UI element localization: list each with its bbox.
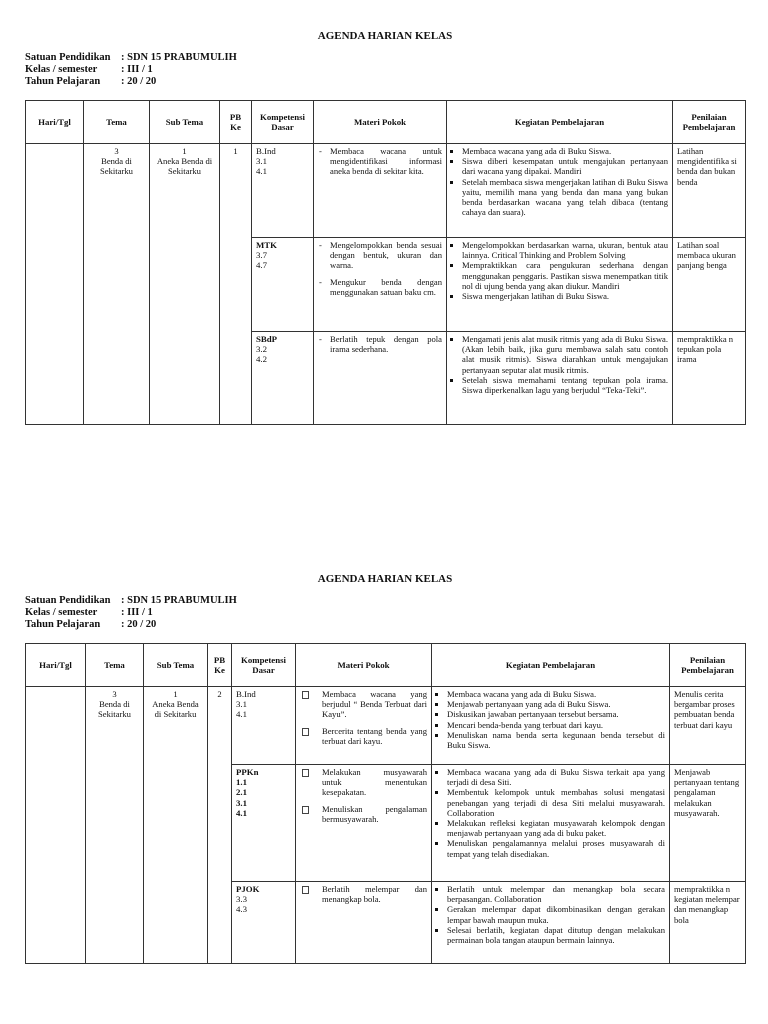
materi-item: Membaca wacana yang berjudul “ Benda Terbuat dari Kayu”. (300, 689, 427, 720)
kd-code: 3.1 (236, 699, 247, 710)
cell-hari (26, 144, 84, 425)
kegiatan-item: ▪ Berlatih untuk melempar dan menangkap bola secara berpasangan. Collaboration (447, 884, 665, 904)
cell-tema: 3 Benda di Sekitarku (86, 687, 144, 964)
materi-item: - Mengelompokkan benda sesuai dengan bentuk, ukuran dan warna. (318, 240, 442, 271)
kegiatan-item: ▪ Mencari benda-benda yang terbuat dari kayu. (447, 720, 665, 730)
meta-label: Satuan Pendidikan (25, 52, 111, 63)
kegiatan-item: ▪ Gerakan melempar dapat dikombinasikan dengan gerakan lempar bawah maupun muka. (447, 904, 665, 924)
kd-code: 3.3 (236, 894, 247, 905)
meta-label: Tahun Pelajaran (25, 619, 101, 630)
meta-label: Kelas / semester (25, 607, 98, 618)
cell-subtema: 1 Aneka Benda di Sekitarku (144, 687, 208, 964)
cell-kd (252, 238, 314, 332)
header-penilaian: Penilaian Pembelajaran (670, 644, 746, 687)
meta-value: : SDN 15 PRABUMULIH (121, 52, 237, 63)
kegiatan-item: ▪ Melakukan refleksi kegiatan musyawarah kelompok dengan menjawab pertanyaan yang ada di buku paket. (447, 818, 665, 838)
header-hari: Hari/Tgl (26, 644, 86, 687)
meta-value: : III / 1 (121, 607, 153, 618)
header-subtema: Sub Tema (144, 644, 208, 687)
header-tema: Tema (84, 101, 150, 144)
meta-row-school (25, 595, 745, 607)
table-row (26, 144, 746, 238)
header-penilaian: Penilaian Pembelajaran (673, 101, 746, 144)
cell-kd (232, 882, 296, 964)
meta-label: Satuan Pendidikan (25, 595, 111, 606)
meta-label: Tahun Pelajaran (25, 76, 101, 87)
kd-subject: SBdP (256, 334, 278, 344)
header-pb: PB Ke (220, 101, 252, 144)
kd-code: 4.1 (236, 807, 247, 818)
kd-code: 1.1 (236, 777, 247, 788)
cell-kegiatan (447, 332, 673, 425)
cell-kd (252, 332, 314, 425)
kegiatan-item: ▪ Menjawab pertanyaan yang ada di Buku Siswa. (447, 699, 665, 709)
header-pb: PB Ke (208, 644, 232, 687)
table-header-row (26, 101, 746, 144)
meta-row-year (25, 619, 745, 631)
cell-materi (314, 144, 447, 238)
materi-item: Bercerita tentang benda yang terbuat dari kayu. (300, 726, 427, 746)
kegiatan-item: ▪ Setelah membaca siswa mengerjakan latihan di Buku Siswa yaitu, memilih mana yang benda dan mana yang bukan benda berdasarkan wacana yang telah dibaca (tentang cahaya dan suara). (462, 177, 668, 218)
kegiatan-item: ▪ Membaca wacana yang ada di Buku Siswa. (462, 146, 668, 156)
cell-kd (232, 765, 296, 882)
materi-item: Melakukan musyawarah untuk menentukan kesepakatan. (300, 767, 427, 798)
meta-value: : 20 / 20 (121, 76, 157, 87)
header-kd: Kompetensi Dasar (232, 644, 296, 687)
kd-code: 4.3 (236, 904, 247, 915)
sheet-title: AGENDA HARIAN KELAS (317, 30, 453, 42)
cell-kd (232, 687, 296, 765)
header-tema: Tema (86, 644, 144, 687)
kegiatan-item: ▪ Mengamati jenis alat musik ritmis yang ada di Buku Siswa. (Akan lebih baik, jika guru membawa salah satu contoh alat musik ritmis). Siswa diarahkan untuk mengajukan pertanyaan seputar alat musik ritmis. (462, 334, 668, 375)
kd-subject: PJOK (236, 884, 260, 894)
sheet-title: AGENDA HARIAN KELAS (317, 573, 453, 585)
meta-value: : III / 1 (121, 64, 153, 75)
cell-tema: 3 Benda di Sekitarku (84, 144, 150, 425)
kegiatan-item: ▪ Menuliskan nama benda serta kegunaan benda tersebut di Buku Siswa. (447, 730, 665, 750)
kd-code: 3.1 (236, 797, 247, 808)
cell-materi (296, 765, 432, 882)
header-kegiatan: Kegiatan Pembelajaran (447, 101, 673, 144)
agenda-sheet-2 (25, 573, 745, 946)
cell-hari (26, 687, 86, 964)
agenda-table (25, 643, 746, 964)
meta-label: Kelas / semester (25, 64, 98, 75)
kegiatan-item: ▪ Membaca wacana yang ada di Buku Siswa. (447, 689, 665, 699)
kegiatan-item: ▪ Diskusikan jawaban pertanyaan tersebut bersama. (447, 709, 665, 719)
header-kd: Kompetensi Dasar (252, 101, 314, 144)
kegiatan-item: ▪ Mempraktikkan cara pengukuran sederhana dengan menggunakan penggaris. Pastikan siswa menempatkan titik nol di ujung benda yang akan diukur. Mandiri (462, 260, 668, 291)
kd-code: 3.7 (256, 250, 267, 261)
kegiatan-item: ▪ Mengelompokkan berdasarkan warna, ukuran, bentuk atau lainnya. Critical Thinking and Problem Solving (462, 240, 668, 260)
meta-row-class (25, 64, 745, 76)
cell-materi (296, 687, 432, 765)
cell-kegiatan (447, 238, 673, 332)
materi-item: - Berlatih tepuk dengan pola irama sederhana. (318, 334, 442, 354)
sheet-meta (25, 595, 745, 631)
materi-item: - Membaca wacana untuk mengidentifikasi informasi aneka benda di sekitar kita. (318, 146, 442, 177)
kd-subject: MTK (256, 240, 278, 250)
kd-subject: B.Ind (256, 146, 276, 156)
kegiatan-item: ▪ Membaca wacana yang ada di Buku Siswa terkait apa yang terjadi di desa Siti. (447, 767, 665, 787)
meta-value: : SDN 15 PRABUMULIH (121, 595, 237, 606)
kd-code: 4.2 (256, 354, 267, 365)
kd-code: 3.1 (256, 156, 267, 167)
cell-penilaian: Menjawab pertanyaan tentang pengalaman melakukan musyawarah. (670, 765, 746, 882)
cell-penilaian: Menulis cerita bergambar proses pembuatan benda terbuat dari kayu (670, 687, 746, 765)
sheet-meta (25, 52, 745, 88)
header-kegiatan: Kegiatan Pembelajaran (432, 644, 670, 687)
header-materi: Materi Pokok (296, 644, 432, 687)
cell-materi (296, 882, 432, 964)
table-header-row (26, 644, 746, 687)
cell-penilaian: mempraktikka n kegiatan melempar dan menangkap bola (670, 882, 746, 964)
meta-row-school (25, 52, 745, 64)
cell-materi (314, 238, 447, 332)
header-hari: Hari/Tgl (26, 101, 84, 144)
agenda-sheet-1 (25, 30, 745, 396)
cell-materi (314, 332, 447, 425)
kd-code: 3.2 (256, 344, 267, 355)
agenda-table (25, 100, 746, 425)
kegiatan-item: ▪ Siswa diberi kesempatan untuk mengajukan pertanyaan dari wacana yang dipakai. Mandiri (462, 156, 668, 176)
materi-item: Berlatih melempar dan menangkap bola. (300, 884, 427, 904)
cell-penilaian: mempraktikka n tepukan pola irama (673, 332, 746, 425)
kd-code: 4.1 (256, 166, 267, 177)
kd-code: 4.1 (236, 709, 247, 720)
kegiatan-item: ▪ Siswa mengerjakan latihan di Buku Siswa. (462, 291, 668, 301)
materi-item: Menuliskan pengalaman bermusyawarah. (300, 804, 427, 824)
cell-pb: 2 (208, 687, 232, 964)
cell-subtema: 1 Aneka Benda di Sekitarku (150, 144, 220, 425)
kd-code: 2.1 (236, 787, 247, 798)
cell-penilaian: Latihan mengidentifika si benda dan bukan benda (673, 144, 746, 238)
meta-value: : 20 / 20 (121, 619, 157, 630)
kegiatan-item: ▪ Membentuk kelompok untuk membahas solusi mengatasi penebangan yang terjadi di desa Siti melalui musyawarah. Collaboration (447, 787, 665, 818)
cell-kd (252, 144, 314, 238)
kegiatan-item: ▪ Setelah siswa memahami tentang tepukan pola irama. Siswa diperkenalkan lagu yang berjudul “Teka-Teki”. (462, 375, 668, 395)
kd-subject: B.Ind (236, 689, 256, 699)
meta-row-class (25, 607, 745, 619)
cell-penilaian: Latihan soal membaca ukuran panjang benga (673, 238, 746, 332)
header-subtema: Sub Tema (150, 101, 220, 144)
kegiatan-item: ▪ Menuliskan pengalamannya melalui proses musyawarah di tempat yang telah disediakan. (447, 838, 665, 858)
cell-pb: 1 (220, 144, 252, 425)
table-row (26, 687, 746, 765)
cell-kegiatan (447, 144, 673, 238)
cell-kegiatan (432, 882, 670, 964)
header-materi: Materi Pokok (314, 101, 447, 144)
cell-kegiatan (432, 765, 670, 882)
kd-code: 4.7 (256, 260, 267, 271)
materi-item: - Mengukur benda dengan menggunakan satuan baku cm. (318, 277, 442, 297)
meta-row-year (25, 76, 745, 88)
kd-subject: PPKn (236, 767, 259, 777)
cell-kegiatan (432, 687, 670, 765)
kegiatan-item: ▪ Selesai berlatih, kegiatan dapat ditutup dengan melakukan permainan bola tangan ataupun bermain lainnya. (447, 925, 665, 945)
